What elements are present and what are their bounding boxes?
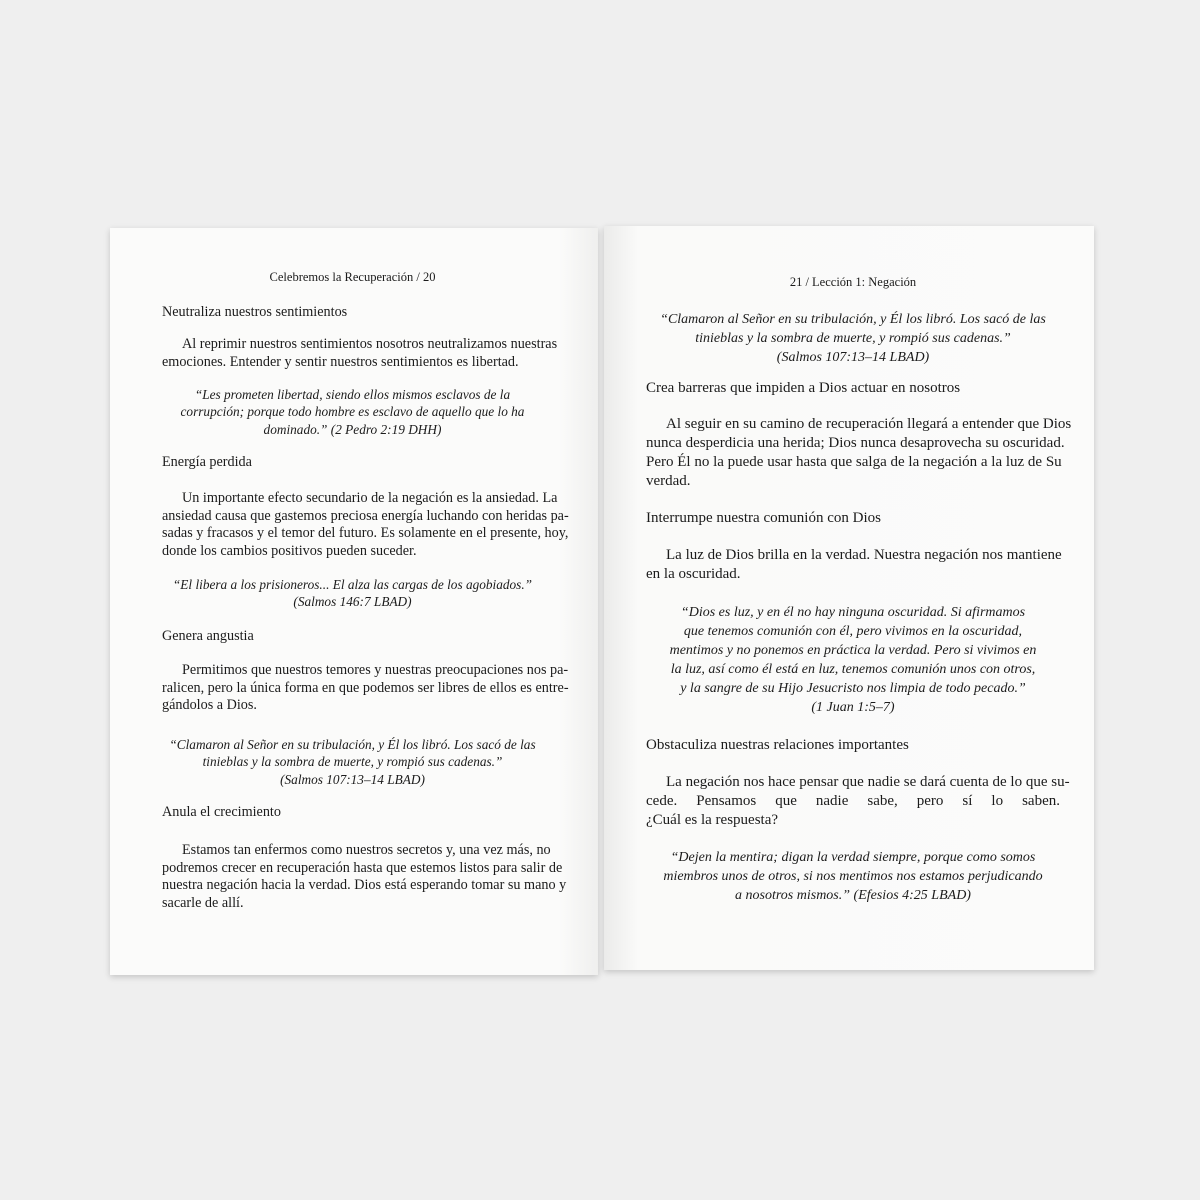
paragraph-line: Pero Él no la puede usar hasta que salga de la negación a la luz de Su — [646, 454, 1062, 470]
paragraph-line: La negación nos hace pensar que nadie se dará cuenta de lo que su- — [666, 774, 1070, 790]
body-paragraph — [646, 415, 1072, 491]
paragraph-line: gándolos a Dios. — [162, 697, 257, 713]
body-paragraph — [646, 773, 1070, 830]
scripture-quote — [646, 310, 1060, 367]
section-heading — [162, 628, 543, 645]
paragraph-line: cede. Pensamos que nadie sabe, pero sí lo saben. — [646, 793, 1060, 809]
section-heading — [646, 737, 1060, 754]
section-heading — [162, 304, 543, 321]
quote-line: (Salmos 107:13–14 LBAD) — [280, 771, 425, 787]
paragraph-line: ¿Cuál es la respuesta? — [646, 812, 779, 828]
paragraph-line: La luz de Dios brilla en la verdad. Nuestra negación nos mantiene — [666, 547, 1062, 563]
scripture-quote — [162, 576, 543, 611]
section-heading — [162, 804, 543, 821]
quote-line: “El libera a los prisioneros... El alza las cargas de los agobiados.” — [172, 577, 533, 592]
quote-line: mentimos y no ponemos en práctica la verdad. Pero si vivimos en — [669, 643, 1037, 658]
paragraph-line: Estamos tan enfermos como nuestros secretos y, una vez más, no — [182, 842, 551, 858]
quote-line: (1 Juan 1:5–7) — [811, 700, 895, 715]
paragraph-line: en la oscuridad. — [646, 566, 741, 582]
paragraph-line: Al reprimir nuestros sentimientos nosotros neutralizamos nuestras — [182, 336, 558, 352]
quote-line: (Salmos 107:13–14 LBAD) — [776, 350, 930, 365]
section-heading-text: Crea barreras que impiden a Dios actuar en nosotros — [646, 380, 961, 396]
paragraph-line: nunca desperdicia una herida; Dios nunca desaprovecha su oscuridad. — [646, 435, 1065, 451]
running-header: 21 / Lección 1: Negación — [789, 275, 917, 289]
quote-line: “Dejen la mentira; digan la verdad siempre, porque como somos — [670, 850, 1036, 865]
paragraph-line: sacarle de allí. — [162, 894, 244, 911]
scripture-quote — [646, 848, 1060, 905]
section-heading-text: Interrumpe nuestra comunión con Dios — [646, 510, 881, 526]
quote-line: corrupción; porque todo hombre es esclavo de aquello que lo ha — [180, 404, 525, 420]
body-paragraph — [162, 662, 569, 715]
quote-line: dominado.” (2 Pedro 2:19 DHH) — [263, 421, 442, 437]
paragraph-line: podremos crecer en recuperación hasta que estemos listos para salir de — [162, 859, 563, 876]
paragraph-line: Al seguir en su camino de recuperación llegará a entender que Dios — [666, 416, 1072, 432]
body-paragraph — [162, 490, 569, 560]
paragraph-line: ralicen, pero la única forma en que podemos ser libres de ellos es entre- — [162, 679, 569, 696]
section-heading — [646, 510, 1060, 527]
scripture-quote — [162, 386, 543, 438]
paragraph-line: verdad. — [646, 473, 691, 489]
paragraph-line: donde los cambios positivos pueden suceder. — [162, 542, 417, 559]
right-page — [604, 226, 1094, 970]
quote-line: “Les prometen libertad, siendo ellos mismos esclavos de la — [194, 387, 511, 402]
quote-line: (Salmos 146:7 LBAD) — [293, 594, 412, 610]
paragraph-line: emociones. Entender y sentir nuestros sentimientos es libertad. — [162, 353, 519, 370]
section-heading-text: Genera angustia — [162, 628, 254, 644]
section-heading — [162, 454, 543, 471]
section-heading — [646, 380, 1060, 397]
section-heading-text: Obstaculiza nuestras relaciones importantes — [646, 737, 909, 753]
running-header: Celebremos la Recuperación / 20 — [269, 270, 436, 284]
paragraph-line: nuestra negación hacia la verdad. Dios está esperando tomar su mano y — [162, 877, 567, 893]
quote-line: la luz, así como él está en luz, tenemos comunión unos con otros, — [670, 662, 1036, 677]
section-heading-text: Energía perdida — [162, 454, 252, 470]
quote-line: “Dios es luz, y en él no hay ninguna oscuridad. Si afirmamos — [680, 605, 1026, 620]
quote-line: “Clamaron al Señor en su tribulación, y Él los libró. Los sacó de las — [660, 312, 1046, 327]
body-paragraph — [646, 546, 1060, 584]
body-paragraph — [162, 336, 558, 371]
quote-line: miembros unos de otros, si nos mentimos nos estamos perjudicando — [663, 869, 1043, 884]
scripture-quote — [162, 736, 543, 788]
quote-line: tinieblas y la sombra de muerte, y rompió sus cadenas.” — [695, 331, 1011, 346]
paragraph-line: Un importante efecto secundario de la negación es la ansiedad. La — [182, 490, 558, 506]
quote-line: tinieblas y la sombra de muerte, y rompió sus cadenas.” — [202, 754, 503, 770]
paragraph-line: sadas y fracasos y el temor del futuro. Es solamente en el presente, hoy, — [162, 525, 569, 541]
paragraph-line: Permitimos que nuestros temores y nuestras preocupaciones nos pa- — [182, 662, 569, 678]
quote-line: a nosotros mismos.” (Efesios 4:25 LBAD) — [735, 888, 971, 903]
section-heading-text: Neutraliza nuestros sentimientos — [162, 304, 348, 320]
scripture-quote — [646, 603, 1060, 717]
quote-line: que tenemos comunión con él, pero vivimos en la oscuridad, — [683, 624, 1023, 639]
body-paragraph — [162, 842, 567, 912]
paragraph-line: ansiedad causa que gastemos preciosa energía luchando con heridas pa- — [162, 507, 569, 524]
quote-line: y la sangre de su Hijo Jesucristo nos limpia de todo pecado.” — [680, 681, 1026, 696]
left-page — [110, 228, 598, 975]
quote-line: “Clamaron al Señor en su tribulación, y Él los libró. Los sacó de las — [169, 737, 536, 752]
section-heading-text: Anula el crecimiento — [162, 804, 281, 820]
